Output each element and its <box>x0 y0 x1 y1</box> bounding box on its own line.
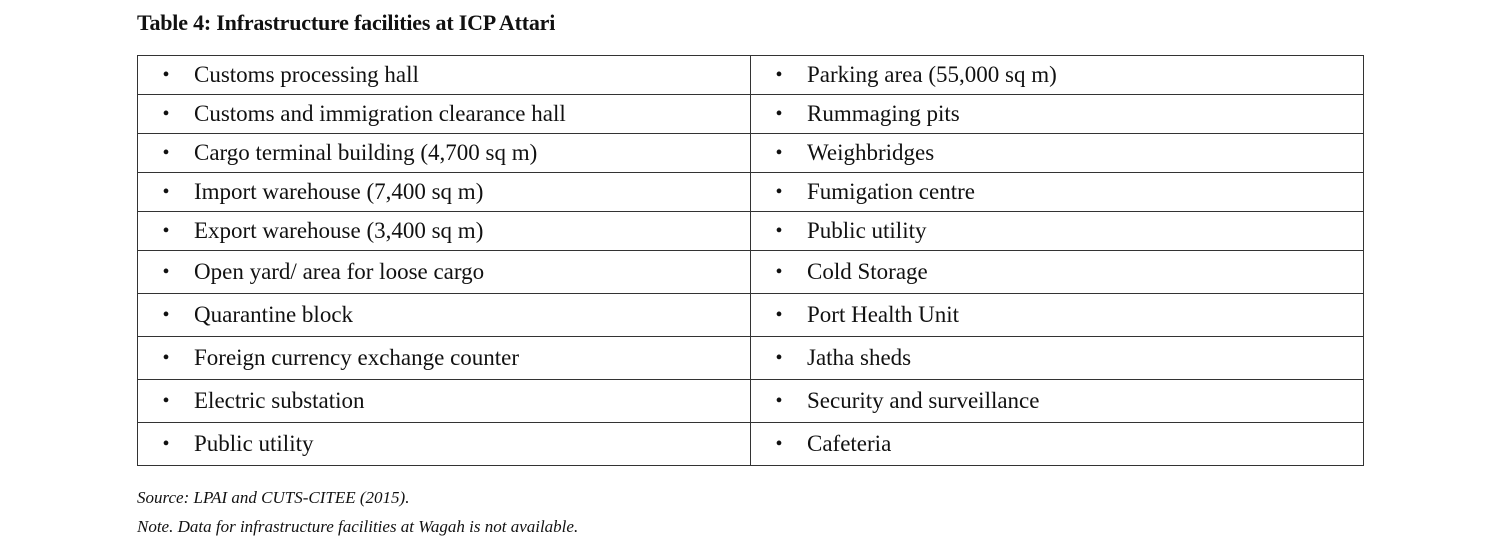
facility-label: Cargo terminal building (4,700 sq m) <box>194 140 538 165</box>
table-cell-right <box>751 294 1364 337</box>
bullet-icon: • <box>162 389 170 412</box>
bullet-icon: • <box>775 180 783 203</box>
table-row <box>138 212 1364 251</box>
bullet-icon: • <box>775 260 783 283</box>
facility-label: Import warehouse (7,400 sq m) <box>194 179 484 204</box>
table-row <box>138 173 1364 212</box>
bullet-icon: • <box>162 219 170 242</box>
table-cell-left <box>138 212 751 251</box>
bullet-icon: • <box>775 219 783 242</box>
table-title: Table 4: Infrastructure facilities at ICP Attari <box>137 10 556 35</box>
bullet-icon: • <box>775 346 783 369</box>
table-cell-left <box>138 423 751 466</box>
bullet-icon: • <box>775 141 783 164</box>
table-notes <box>137 483 578 541</box>
facility-label: Quarantine block <box>194 302 354 327</box>
table-row <box>138 380 1364 423</box>
facility-label: Public utility <box>194 431 314 456</box>
bullet-icon: • <box>162 63 170 86</box>
facility-label: Public utility <box>807 218 927 243</box>
facility-label: Jatha sheds <box>807 345 912 370</box>
availability-note: Note. Data for infrastructure facilities at Wagah is not available. <box>137 517 579 536</box>
table-cell-left <box>138 337 751 380</box>
table-row <box>138 56 1364 95</box>
table-row <box>138 423 1364 466</box>
table-row <box>138 294 1364 337</box>
facility-label: Foreign currency exchange counter <box>194 345 520 370</box>
table-cell-left <box>138 294 751 337</box>
facilities-table <box>137 55 1364 466</box>
table-row <box>138 251 1364 294</box>
facility-label: Weighbridges <box>807 140 935 165</box>
table-cell-right <box>751 134 1364 173</box>
facility-label: Rummaging pits <box>807 101 960 126</box>
bullet-icon: • <box>775 303 783 326</box>
table-cell-right <box>751 337 1364 380</box>
facility-label: Security and surveillance <box>807 388 1040 413</box>
facility-label: Parking area (55,000 sq m) <box>807 62 1057 87</box>
table-cell-left <box>138 251 751 294</box>
bullet-icon: • <box>775 102 783 125</box>
table-row <box>138 337 1364 380</box>
table-cell-right <box>751 380 1364 423</box>
table-cell-right <box>751 95 1364 134</box>
table-cell-left <box>138 56 751 95</box>
bullet-icon: • <box>162 346 170 369</box>
facility-label: Cold Storage <box>807 259 928 284</box>
bullet-icon: • <box>775 389 783 412</box>
table-cell-right <box>751 251 1364 294</box>
bullet-icon: • <box>162 180 170 203</box>
table-row <box>138 95 1364 134</box>
table-cell-right <box>751 212 1364 251</box>
bullet-icon: • <box>162 303 170 326</box>
table-cell-right <box>751 56 1364 95</box>
facility-label: Open yard/ area for loose cargo <box>194 259 485 284</box>
bullet-icon: • <box>775 432 783 455</box>
bullet-icon: • <box>162 102 170 125</box>
table-cell-right <box>751 173 1364 212</box>
bullet-icon: • <box>162 141 170 164</box>
source-note: Source: LPAI and CUTS-CITEE (2015). <box>137 488 410 507</box>
bullet-icon: • <box>162 432 170 455</box>
bullet-icon: • <box>775 63 783 86</box>
facility-label: Electric substation <box>194 388 365 413</box>
facility-label: Cafeteria <box>807 431 892 456</box>
bullet-icon: • <box>162 260 170 283</box>
table-cell-left <box>138 173 751 212</box>
table-cell-left <box>138 380 751 423</box>
table-cell-right <box>751 423 1364 466</box>
table-cell-left <box>138 95 751 134</box>
facility-label: Customs processing hall <box>194 62 419 87</box>
facility-label: Export warehouse (3,400 sq m) <box>194 218 484 243</box>
facility-label: Customs and immigration clearance hall <box>194 101 566 126</box>
facility-label: Fumigation centre <box>807 179 975 204</box>
table-cell-left <box>138 134 751 173</box>
table-row <box>138 134 1364 173</box>
facility-label: Port Health Unit <box>807 302 960 327</box>
